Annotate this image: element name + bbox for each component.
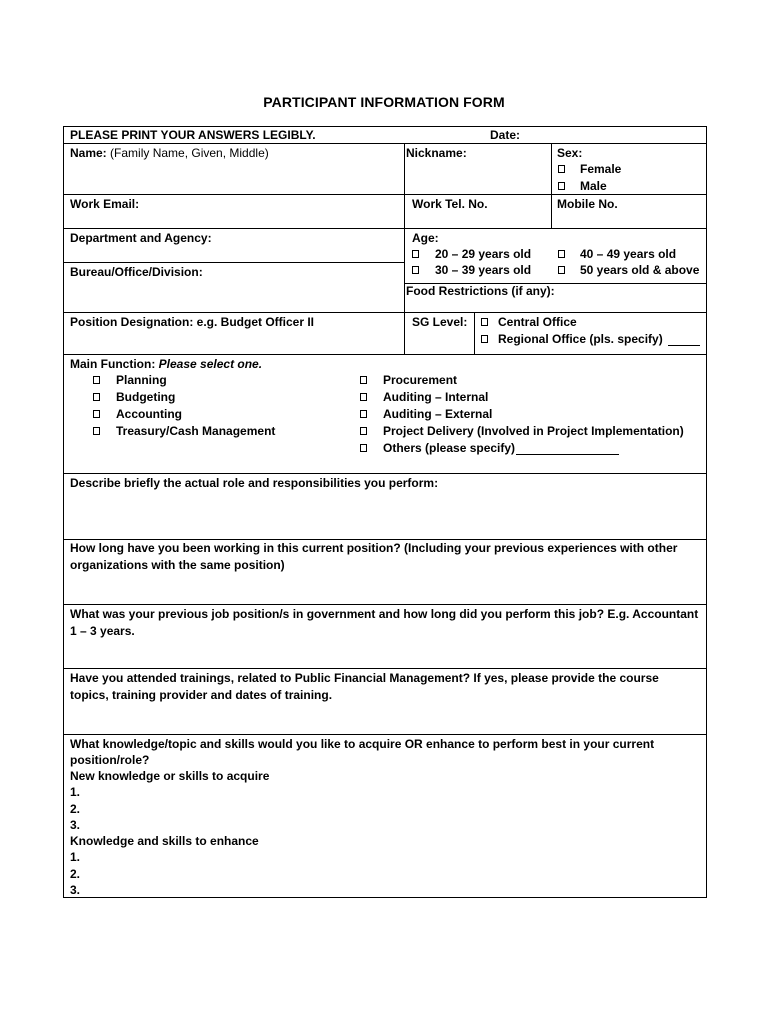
print-instruction: PLEASE PRINT YOUR ANSWERS LEGIBLY. <box>70 128 316 142</box>
auditing-external-checkbox[interactable] <box>360 410 367 418</box>
food-restrictions-label: Food Restrictions (if any): <box>406 284 555 298</box>
project-delivery-checkbox[interactable] <box>360 427 367 435</box>
others-checkbox[interactable] <box>360 444 367 452</box>
age-label: Age: <box>412 231 439 245</box>
divider <box>63 354 707 355</box>
work-email-label: Work Email: <box>70 197 140 211</box>
age-option-label: 50 years old & above <box>580 263 700 277</box>
central-office-checkbox[interactable] <box>481 318 488 326</box>
name-hint: (Family Name, Given, Middle) <box>110 146 269 160</box>
divider <box>63 604 707 605</box>
auditing-internal-checkbox[interactable] <box>360 393 367 401</box>
regional-office-label: Regional Office (pls. specify) <box>498 332 663 346</box>
divider <box>63 734 707 735</box>
planning-checkbox[interactable] <box>93 376 100 384</box>
acquire-item-number: 3. <box>70 818 81 832</box>
main-function-heading <box>70 356 262 372</box>
enhance-item-number: 2. <box>70 867 81 881</box>
divider <box>63 228 707 229</box>
accounting-checkbox[interactable] <box>93 410 100 418</box>
department-label: Department and Agency: <box>70 231 212 245</box>
divider <box>63 312 707 313</box>
age-30-39-checkbox[interactable] <box>412 266 419 274</box>
role-question: Describe briefly the actual role and responsibilities you perform: <box>70 476 439 490</box>
function-option-label: Project Delivery (Involved in Project Implementation) <box>383 424 684 438</box>
sg-level-label: SG Level: <box>412 315 468 329</box>
nickname-label: Nickname: <box>406 146 467 160</box>
skills-question-line: position/role? <box>70 753 150 767</box>
enhance-item-number: 1. <box>70 850 81 864</box>
mobile-label: Mobile No. <box>557 197 618 211</box>
female-checkbox[interactable] <box>558 165 565 173</box>
position-designation-label: Position Designation: e.g. Budget Officer II <box>70 315 315 329</box>
previous-job-question-line: What was your previous job position/s in government and how long did you perform this job? E.g. Accountant <box>70 607 699 621</box>
divider <box>63 143 707 144</box>
name-field-label <box>70 145 269 161</box>
central-office-label: Central Office <box>498 315 577 329</box>
divider <box>551 143 552 228</box>
regional-office-checkbox[interactable] <box>481 335 488 343</box>
divider <box>63 668 707 669</box>
skills-question-line: What knowledge/topic and skills would you like to acquire OR enhance to perform best in your current <box>70 737 655 751</box>
form-title: PARTICIPANT INFORMATION FORM <box>263 94 505 110</box>
date-label: Date: <box>490 128 521 142</box>
age-50-above-checkbox[interactable] <box>558 266 565 274</box>
previous-job-question-line: 1 – 3 years. <box>70 624 135 638</box>
main-function-label: Main Function: <box>70 357 156 371</box>
divider <box>63 473 707 474</box>
male-option-label: Male <box>580 179 607 193</box>
specify-blank-line[interactable] <box>668 345 700 346</box>
name-label: Name: <box>70 146 107 160</box>
function-option-label: Auditing – External <box>383 407 493 421</box>
divider <box>63 194 707 195</box>
acquire-label: New knowledge or skills to acquire <box>70 769 270 783</box>
divider <box>474 312 475 354</box>
divider <box>404 143 405 354</box>
function-option-label: Auditing – Internal <box>383 390 489 404</box>
tenure-question-line: organizations with the same position) <box>70 558 285 572</box>
budgeting-checkbox[interactable] <box>93 393 100 401</box>
age-option-label: 40 – 49 years old <box>580 247 677 261</box>
others-specify-line[interactable] <box>516 454 619 455</box>
age-40-49-checkbox[interactable] <box>558 250 565 258</box>
enhance-item-number: 3. <box>70 883 81 897</box>
function-option-label: Treasury/Cash Management <box>116 424 276 438</box>
treasury-checkbox[interactable] <box>93 427 100 435</box>
function-option-label: Procurement <box>383 373 458 387</box>
trainings-question-line: Have you attended trainings, related to Public Financial Management? If yes, please provide the course <box>70 671 659 685</box>
age-20-29-checkbox[interactable] <box>412 250 419 258</box>
procurement-checkbox[interactable] <box>360 376 367 384</box>
tenure-question-line: How long have you been working in this current position? (Including your previous experiences with other <box>70 541 678 555</box>
function-option-label: Planning <box>116 373 167 387</box>
divider <box>63 262 405 263</box>
male-checkbox[interactable] <box>558 182 565 190</box>
age-option-label: 30 – 39 years old <box>435 263 532 277</box>
acquire-item-number: 1. <box>70 785 81 799</box>
function-option-label: Budgeting <box>116 390 176 404</box>
age-option-label: 20 – 29 years old <box>435 247 532 261</box>
main-function-hint: Please select one. <box>158 357 263 371</box>
trainings-question-line: topics, training provider and dates of training. <box>70 688 333 702</box>
female-option-label: Female <box>580 162 622 176</box>
function-option-label: Others (please specify) <box>383 441 516 455</box>
enhance-label: Knowledge and skills to enhance <box>70 834 259 848</box>
acquire-item-number: 2. <box>70 802 81 816</box>
sex-label: Sex: <box>557 146 583 160</box>
bureau-label: Bureau/Office/Division: <box>70 265 203 279</box>
work-tel-label: Work Tel. No. <box>412 197 488 211</box>
function-option-label: Accounting <box>116 407 182 421</box>
